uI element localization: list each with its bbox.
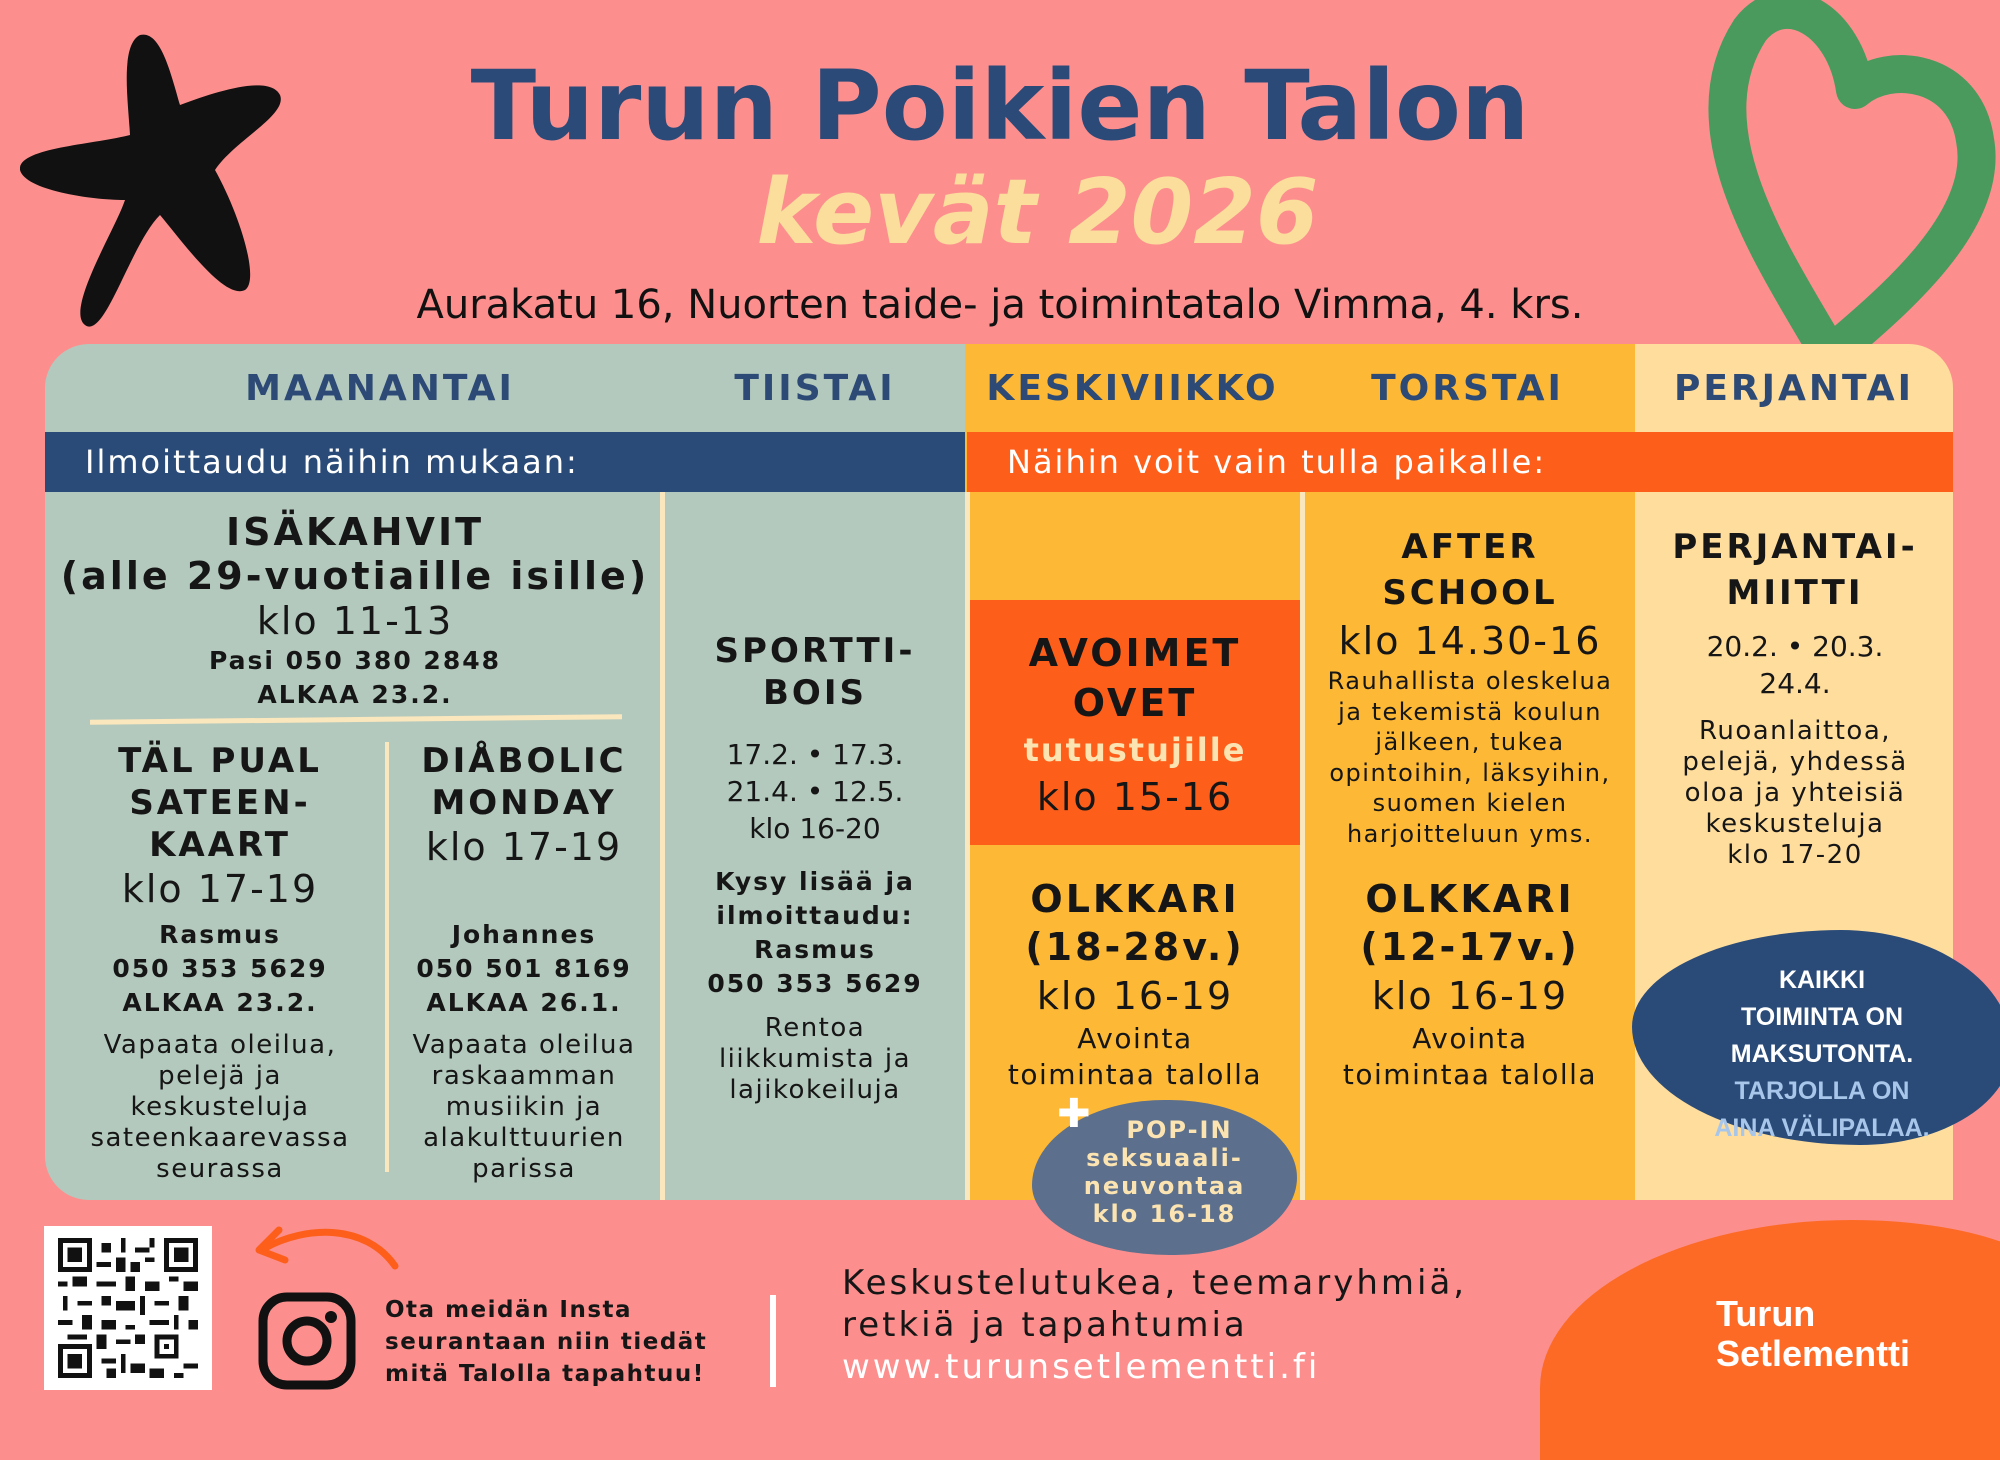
divider (385, 742, 389, 1172)
instagram-text: Ota meidän Insta seurantaan niin tiedät mitä Talolla tapahtuu! (385, 1297, 708, 1387)
band-dropin: Näihin voit vain tulla paikalle: (967, 432, 1953, 492)
footer-divider (770, 1295, 776, 1387)
event-diabolic: DIÅBOLIC MONDAY klo 17-19 Johannes 050 501 8169 ALKAA 26.1. Vapaata oleilua raskaamman musiikin ja alakulttuurien parissa (412, 741, 636, 1184)
popin-badge: ✚ POP-IN seksuaali- neuvontaa klo 16-18 (1032, 1100, 1297, 1255)
brand-logo: Turun Setlementti (1716, 1293, 1911, 1374)
day-monday: MAANANTAI (245, 368, 515, 409)
band-signup: Ilmoittaudu näihin mukaan: (45, 432, 965, 492)
instagram-icon[interactable] (258, 1292, 356, 1390)
page-title: Turun Poikien Talon (470, 50, 1530, 162)
event-perjantaimiitti: PERJANTAI- MIITTI 20.2. • 20.3. 24.4. Ruoanlaittoa, pelejä, yhdessä oloa ja yhteisiä keskusteluja klo 17-20 (1672, 527, 1918, 870)
arrow-icon (245, 1218, 405, 1288)
event-talpual: TÄL PUAL SATEEN- KAART klo 17-19 Rasmus 050 353 5629 ALKAA 23.2. Vapaata oleilua, pelejä ja keskusteluja sateenkaarevassa seurassa (90, 741, 350, 1184)
event-isakahvit: ISÄKAHVIT (alle 29-vuotiaille isille) klo 11-13 Pasi 050 380 2848 ALKAA 23.2. (60, 510, 650, 709)
free-notice-badge: KAIKKI TOIMINTA ON MAKSUTONTA. TARJOLLA ON AINA VÄLIPALAA. (1632, 930, 2000, 1145)
day-wednesday: KESKIVIIKKO (986, 368, 1279, 409)
event-after-school: AFTER SCHOOL klo 14.30-16 Rauhallista oleskelua ja tekemistä koulun jälkeen, tukea opintoihin, läksyihin, suomen kielen harjoitteluun yms. (1327, 527, 1613, 848)
qr-pattern (56, 1238, 200, 1378)
plus-icon: ✚ (1057, 1091, 1093, 1137)
day-friday: PERJANTAI (1673, 368, 1915, 409)
address: Aurakatu 16, Nuorten taide- ja toimintatalo Vimma, 4. krs. (416, 282, 1584, 328)
footer-tagline: Keskustelutukea, teemaryhmiä, retkiä ja tapahtumia (842, 1263, 1468, 1345)
website-link[interactable]: www.turunsetlementti.fi (842, 1347, 1321, 1387)
qr-code[interactable] (44, 1226, 212, 1390)
divider (965, 492, 970, 1200)
event-olkkari-18-28: OLKKARI (18-28v.) klo 16-19 Avointa toimintaa talolla (1007, 877, 1263, 1091)
day-thursday: TORSTAI (1371, 368, 1564, 409)
event-sporttibois: SPORTTI- BOIS 17.2. • 17.3. 21.4. • 12.5. klo 16-20 Kysy lisää ja ilmoittaudu: Rasmus 050 353 5629 Rentoa liikkumista ja lajikokeiluja (707, 631, 923, 1105)
event-avoimet-ovet: AVOIMET OVET tutustujille klo 15-16 (1023, 631, 1247, 819)
season-title: kevät 2026 (756, 160, 1319, 265)
event-olkkari-12-17: OLKKARI (12-17v.) klo 16-19 Avointa toimintaa talolla (1342, 877, 1598, 1091)
day-tuesday: TIISTAI (734, 368, 896, 409)
